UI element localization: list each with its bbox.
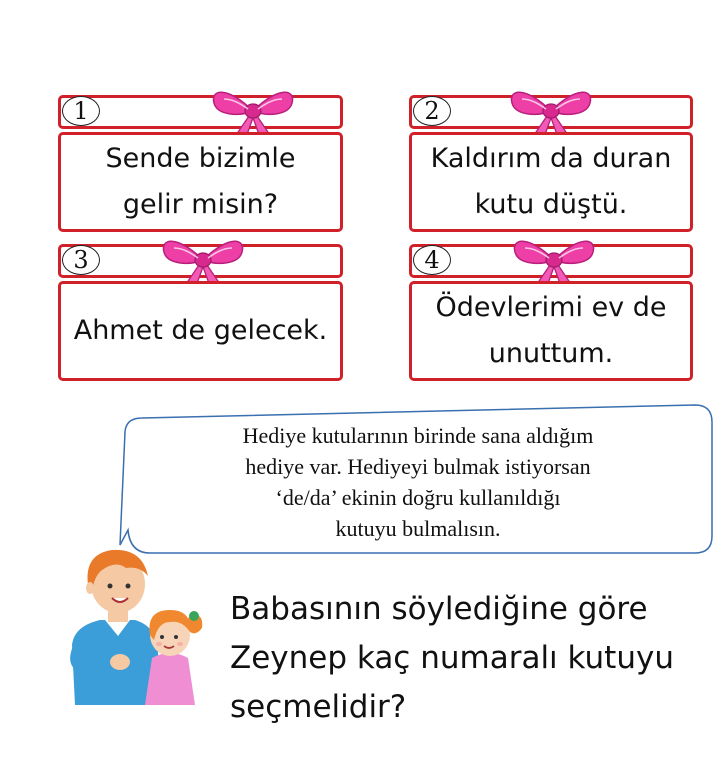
question-line: Babasının söylediğine göre [230, 591, 648, 627]
question-text [230, 585, 700, 732]
box-sentence-line: kutu düştü. [474, 189, 628, 220]
question-line: seçmelidir? [230, 689, 407, 725]
father-daughter-illustration [60, 540, 230, 710]
box-number: 1 [62, 96, 100, 126]
speech-line: kutuyu bulmalısın. [335, 516, 501, 541]
box-sentence-line: Kaldırım da duran [430, 143, 672, 174]
box-sentence-line: Ödevlerimi ev de [435, 292, 667, 323]
speech-line: ‘de/da’ ekinin doğru kullanıldığı [275, 485, 561, 510]
box-sentence-line: Sende bizimle [105, 143, 296, 174]
box-sentence-line: unuttum. [488, 338, 614, 369]
box-number: 3 [62, 245, 100, 275]
box-sentence-line: gelir misin? [122, 189, 279, 220]
box-sentence-line: Ahmet de gelecek. [73, 315, 328, 346]
speech-bubble-text [168, 420, 668, 544]
box-number: 4 [413, 245, 451, 275]
question-line: Zeynep kaç numaralı kutuyu [230, 640, 674, 676]
box-number: 2 [413, 96, 451, 126]
speech-line: hediye var. Hediyeyi bulmak istiyorsan [245, 454, 591, 479]
speech-line: Hediye kutularının birinde sana aldığım [242, 423, 594, 448]
